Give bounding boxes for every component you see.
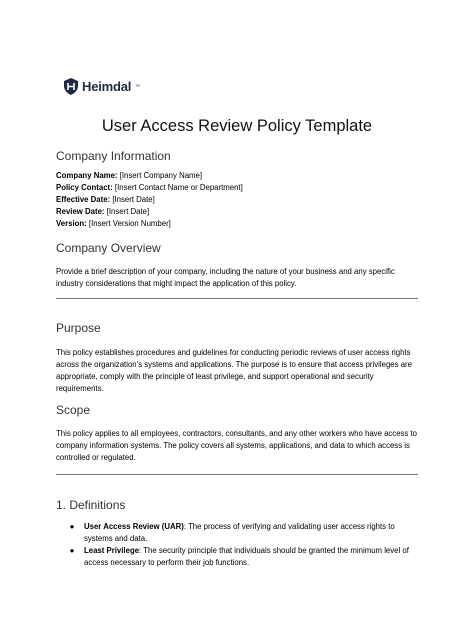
field-version: Version: [Insert Version Number] xyxy=(56,219,171,229)
logo-text: Heimdal xyxy=(82,79,132,94)
field-effective-date: Effective Date: [Insert Date] xyxy=(56,195,155,205)
company-info-heading: Company Information xyxy=(56,149,171,163)
scope-text: This policy applies to all employees, contractors, consultants, and any other workers who have access to company information systems. The policy covers all systems, applications, and data to which access is controlled or regulated. xyxy=(56,429,418,462)
purpose-text: This policy establishes procedures and guidelines for conducting periodic reviews of user access rights across the organization’s systems and applications. The purpose is to ensure that access privileges are appropriate, comply with the principle of least privilege, and support operational and security requirements. xyxy=(56,348,412,393)
definition-text: : The security principle that individuals should be granted the minimum level of access necessary to perform their job functions. xyxy=(84,545,409,567)
company-info-fields xyxy=(56,170,243,230)
field-review-date: Review Date: [Insert Date] xyxy=(56,207,150,217)
definition-term: Least Privilege xyxy=(84,545,140,555)
heimdal-shield-icon xyxy=(64,78,78,95)
field-policy-contact: Policy Contact: [Insert Contact Name or Department] xyxy=(56,183,243,193)
company-overview-text: Provide a brief description of your company, including the nature of your business and any specific industry considerations that might impact the application of this policy. xyxy=(56,267,395,288)
section-divider xyxy=(56,474,418,475)
heimdal-logo xyxy=(64,78,140,95)
bullet-icon: ● xyxy=(69,545,75,555)
field-company-name: Company Name: [Insert Company Name] xyxy=(56,171,203,180)
list-item xyxy=(56,545,422,569)
trademark-mark: ™ xyxy=(135,83,141,90)
definitions-list xyxy=(56,521,422,569)
list-item xyxy=(56,521,422,545)
definition-term: User Access Review (UAR) xyxy=(84,522,184,531)
purpose-heading: Purpose xyxy=(56,321,101,335)
bullet-icon: ● xyxy=(69,522,75,531)
section-divider xyxy=(56,298,418,299)
company-overview-heading: Company Overview xyxy=(56,241,161,255)
scope-heading: Scope xyxy=(56,403,91,417)
definition-text: : The process of verifying and validating user access rights to systems and data. xyxy=(84,522,395,543)
definitions-heading: 1. Definitions xyxy=(56,498,126,512)
document-title: User Access Review Policy Template xyxy=(101,117,373,135)
